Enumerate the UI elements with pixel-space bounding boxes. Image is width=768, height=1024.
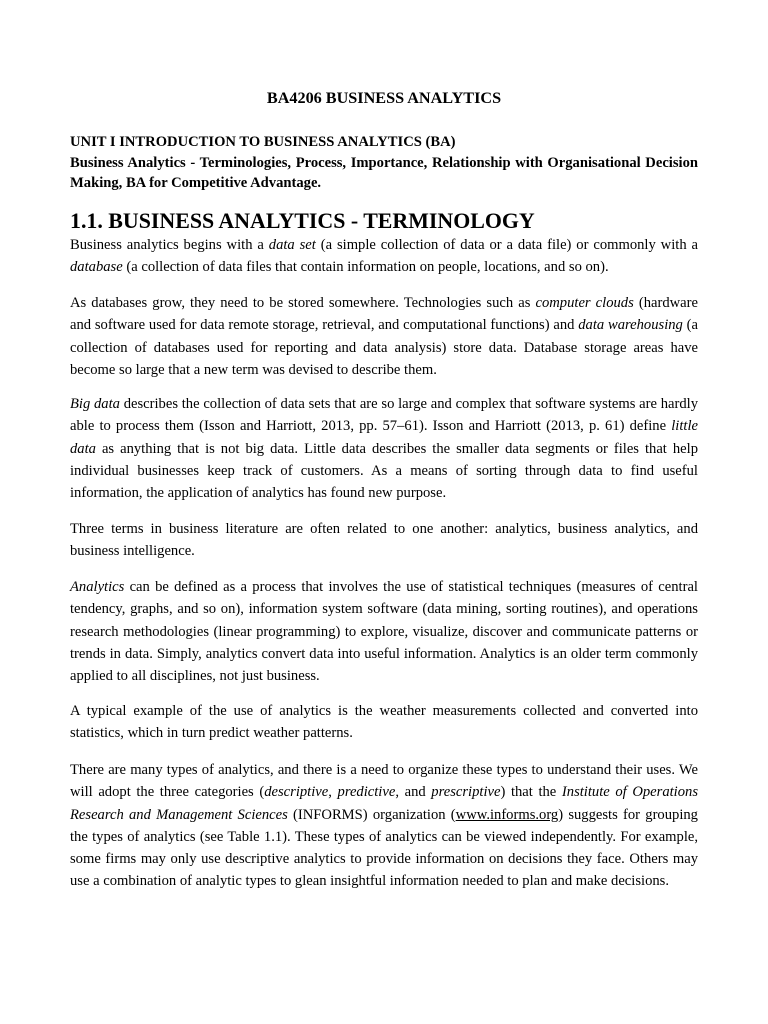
- paragraph-text: As databases grow, they need to be stored somewhere. Technologies such as: [70, 295, 536, 311]
- paragraph-text: A typical example of the use of analytics is the weather measurements collected and converted into statistics, which in turn predict weather patterns.: [70, 703, 698, 742]
- italic-term: Institute of Operations Research and Management Sciences: [70, 784, 698, 823]
- paragraph-analytics-definition: [70, 576, 698, 687]
- italic-term: prescriptive: [431, 784, 501, 801]
- paragraph-text: ) that the: [500, 784, 562, 801]
- unit-heading: UNIT I INTRODUCTION TO BUSINESS ANALYTICS (BA): [70, 134, 456, 150]
- paragraph-text: Three terms in business literature are often related to one another: analytics, business analytics, and business intelligence.: [70, 521, 698, 560]
- paragraph-text: describes the collection of data sets that are so large and complex that software systems are hardly able to process them (Isson and Harriott, 2013, pp. 57–61). Isson and Harriott (2013, p. 61) define: [70, 396, 698, 435]
- informs-link[interactable]: www.informs.org: [455, 806, 559, 823]
- italic-term: computer clouds: [535, 295, 634, 311]
- paragraph-text: as anything that is not big data. Little data describes the smaller data segments or files that help individual businesses keep track of customers. As a means of sorting through data to find useful information, the application of analytics has found new purpose.: [70, 440, 698, 502]
- italic-term: predictive: [337, 784, 396, 801]
- paragraph-text: (a collection of databases used for reporting and data analysis) store data. Database storage areas have become so large that a new term was devised to describe them.: [70, 317, 698, 378]
- paragraph-text: ) suggests for grouping the types of analytics (see Table 1.1). These types of analytics can be viewed independently. For example, some firms may only use descriptive analytics to provide information on decisions they face. Others may use a combination of analytic types to glean insightful information needed to plan and make decisions.: [70, 806, 698, 890]
- paragraph-text: (hardware and software used for data remote storage, retrieval, and computational functions) and: [70, 295, 698, 334]
- italic-term: descriptive: [264, 784, 329, 801]
- section-heading: 1.1. BUSINESS ANALYTICS - TERMINOLOGY: [70, 208, 535, 233]
- paragraph-data-set: [70, 234, 698, 279]
- italic-term: little data: [70, 418, 698, 457]
- paragraph-text: (a simple collection of data or a data file) or commonly with a: [315, 237, 698, 253]
- paragraph-text: ,: [328, 784, 338, 801]
- paragraph-text: , and: [395, 784, 432, 801]
- italic-term: data warehousing: [578, 317, 683, 334]
- italic-term: Big data: [70, 396, 120, 412]
- paragraph-text: There are many types of analytics, and there is a need to organize these types to understand their uses. We will adopt the three categories (: [70, 762, 698, 801]
- italic-term: Analytics: [70, 579, 125, 595]
- italic-term: data set: [268, 237, 316, 253]
- paragraph-weather-example: [70, 700, 698, 745]
- paragraph-text: (INFORMS) organization (: [287, 806, 456, 823]
- unit-subtitle: Business Analytics - Terminologies, Process, Importance, Relationship with Organisational Decision Making, BA for Competitive Advantage.: [70, 155, 698, 191]
- paragraph-analytics-types: [70, 759, 698, 893]
- paragraph-big-data: [70, 393, 698, 504]
- paragraph-storage: [70, 292, 698, 381]
- document-title: BA4206 BUSINESS ANALYTICS: [266, 89, 502, 107]
- paragraph-three-terms: [70, 518, 698, 563]
- italic-term: database: [70, 259, 123, 276]
- paragraph-text: can be defined as a process that involves the use of statistical techniques (measures of central tendency, graphs, and so on), information system software (data mining, sorting routines), and operations research methodologies (linear programming) to explore, visualize, discover and communicate patterns or trends in data. Simply, analytics convert data into useful information. Analytics is an older term commonly applied to all disciplines, not just business.: [70, 579, 698, 685]
- paragraph-text: Business analytics begins with a: [70, 237, 269, 253]
- unit-header: [70, 131, 698, 193]
- paragraph-text: (a collection of data files that contain information on people, locations, and so on).: [122, 259, 609, 276]
